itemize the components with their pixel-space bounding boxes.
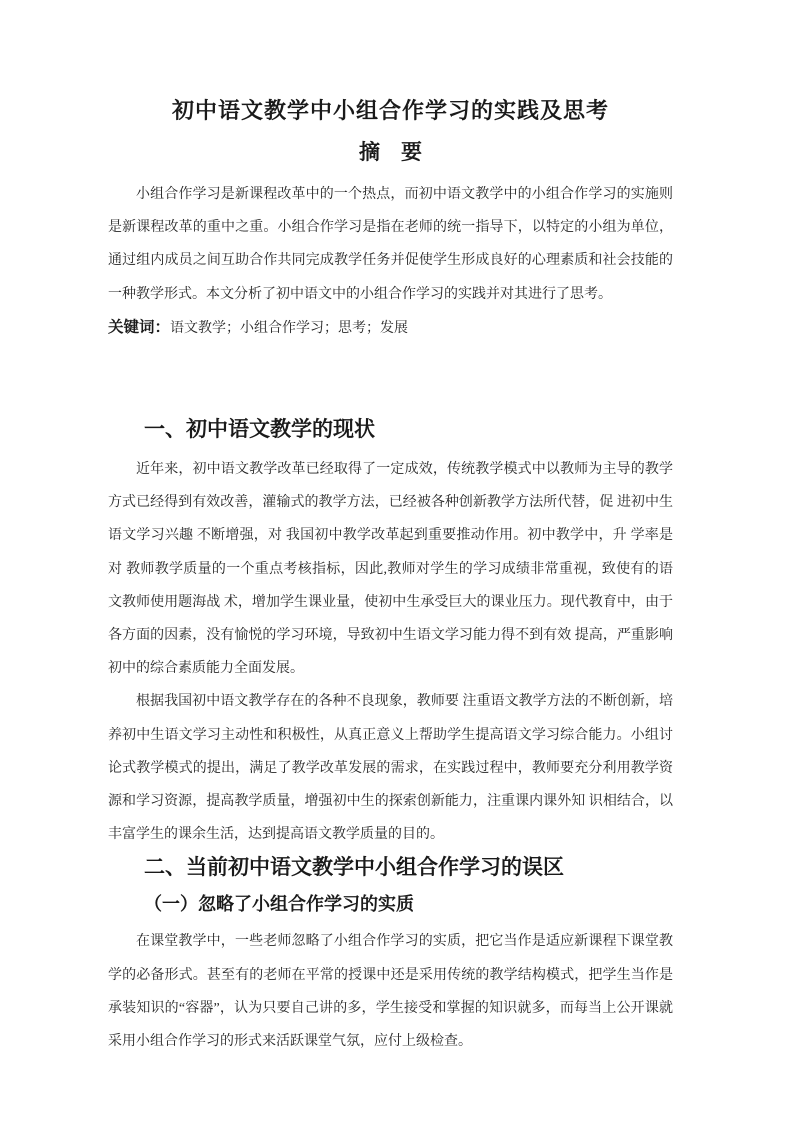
abstract-text: 小组合作学习是新课程改革中的一个热点，而初中语文教学中的小组合作学习的实施则是新课程改革的重中之重。小组合作学习是指在老师的统一指导下，以特定的小组为单位，通过组内成员之间互助合作共同完成教学任务并促使学生形成良好的心理素质和社会技能的一种教学形式。本文分析了初中语文中的小组合作学习的实践并对其进行了思考。 — [108, 187, 673, 302]
section-2-subheading-1: （一）忽略了小组合作学习的实质 — [144, 894, 414, 915]
section-1-paragraph-1: 近年来，初中语文教学改革已经取得了一定成效，传统教学模式中以教师为主导的教学方式已经得到有效改善，灌输式的教学方法，已经被各种创新教学方法所代替，促 进初中生语文学习兴趣 不断增强，对 我国初中教学改革起到重要推动作用。初中教学中，升 学率是 对 教师教学质量的一个重点考核指标，因此,教师对学生的学习成绩非常重视，致使有的语文教师使用题海战 术，增加学生课业量，使初中生承受巨大的课业压力。现代教育中，由于各方面的因素，没有愉悦的学习环境，导致初中生语文学习能力得不到有效 提高，严重影响初中的综合素质能力全面发展。 — [108, 462, 673, 677]
keywords-label: 关键词： — [108, 318, 171, 336]
section-1-heading: 一、初中语文教学的现状 — [144, 418, 375, 442]
document-title: 初中语文教学中小组合作学习的实践及思考 — [171, 98, 609, 123]
section-2-heading: 二、当前初中语文教学中小组合作学习的误区 — [144, 856, 564, 880]
section-1-paragraph-2: 根据我国初中语文教学存在的各种不良现象，教师要 注重语文教学方法的不断创新，培 养初中生语文学习主动性和积极性，从真正意义上帮助学生提高语文学习综合能力。小组讨论式教学模式的提出，满足了教学改革发展的需求，在实践过程中，教师要充分利用教学资源和学习资源，提高教学质量，增强初中生的探索创新能力，注重课内课外知 识相结合，以丰富学生的课余生活，达到提高语文教学质量的目的。 — [108, 694, 673, 843]
keywords-text: 语文教学；小组合作学习；思考；发展 — [170, 320, 409, 336]
abstract-heading: 摘 要 — [359, 141, 422, 164]
keywords-line — [108, 311, 673, 345]
section-2-paragraph-1: 在课堂教学中，一些老师忽略了小组合作学习的实质，把它当作是适应新课程下课堂教学的必备形式。甚至有的老师在平常的授课中还是采用传统的教学结构模式，把学生当作是承装知识的“容器”，认为只要自己讲的多，学生接受和掌握的知识就多，而每当上公开课就采用小组合作学习的形式来活跃课堂气氛，应付上级检查。 — [108, 934, 673, 1050]
